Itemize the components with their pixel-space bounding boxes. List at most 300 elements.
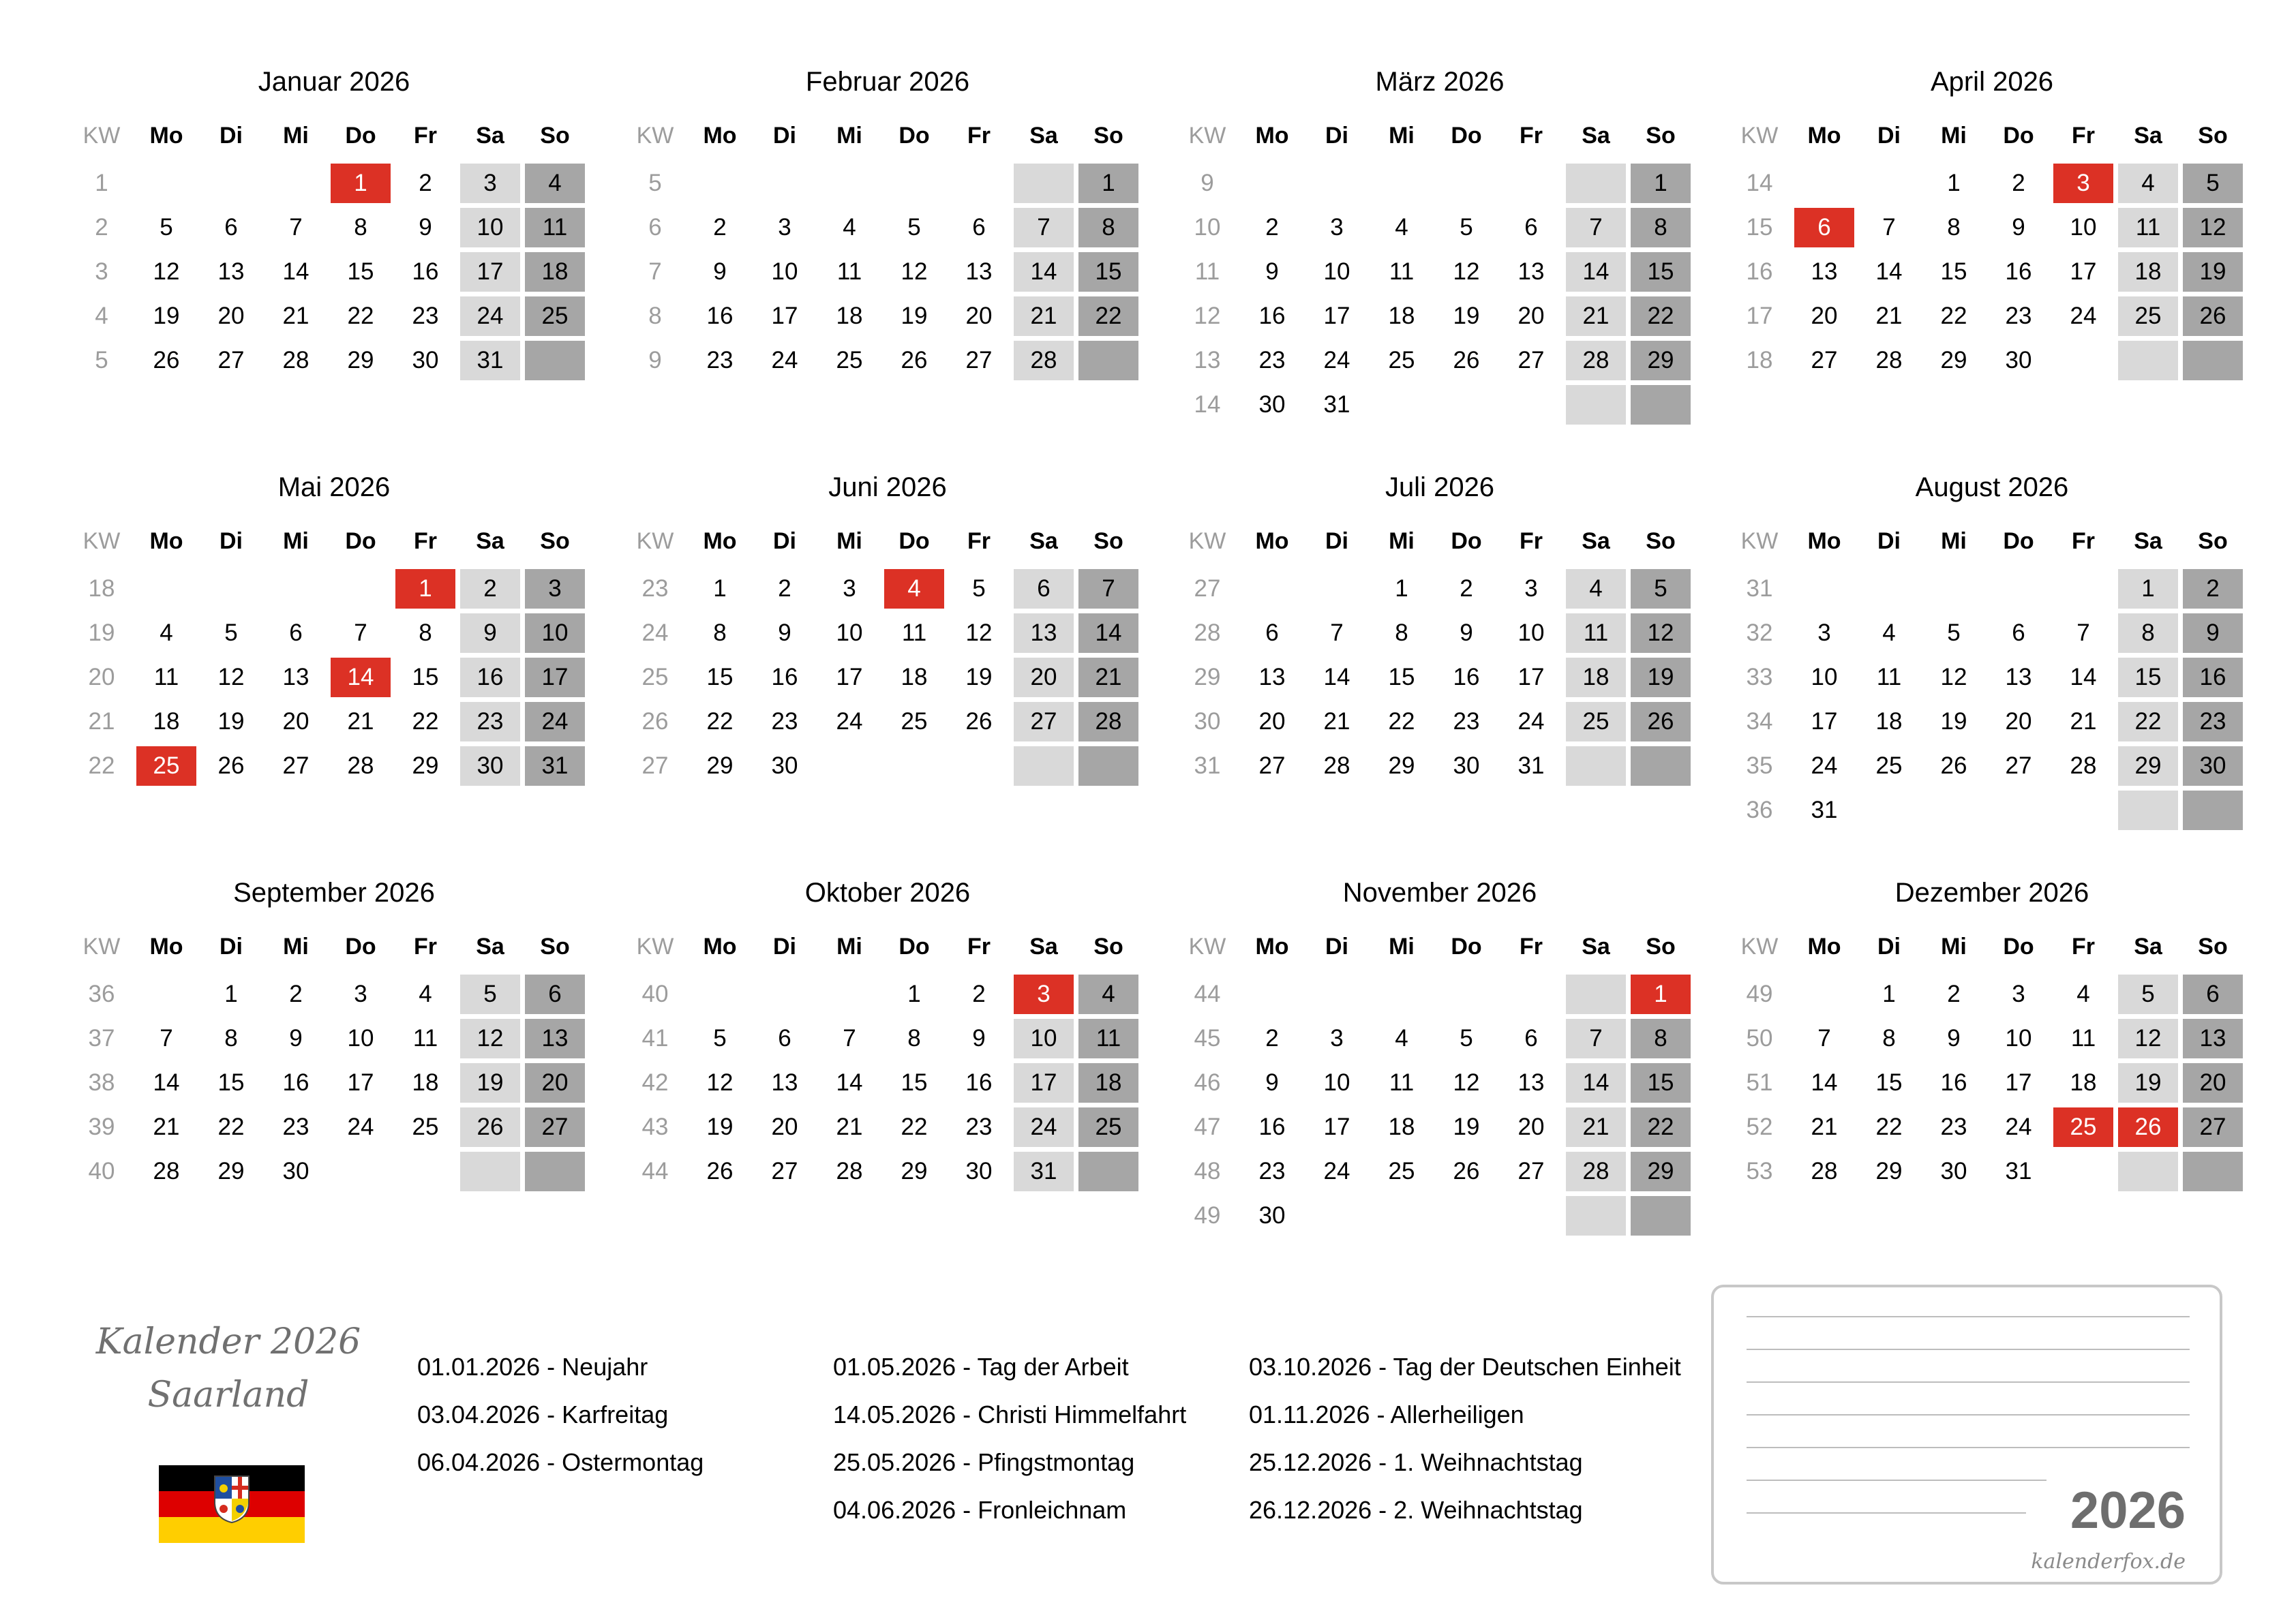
day-cell: 5	[1947, 619, 1961, 646]
day-cell: 29	[1631, 1152, 1691, 1191]
empty-day-cell	[690, 975, 750, 1014]
empty-day-cell	[1566, 164, 1626, 203]
empty-day-cell	[1566, 746, 1626, 786]
day-cell: 13	[771, 1069, 798, 1096]
kw-header: KW	[82, 528, 121, 554]
week-number: 2	[95, 214, 108, 241]
day-cell: 3	[525, 569, 585, 609]
month-title: Juni 2026	[828, 472, 947, 502]
holiday-day-cell: 1	[1631, 975, 1691, 1014]
week-number: 27	[641, 752, 669, 779]
day-cell: 25	[412, 1114, 439, 1140]
day-cell: 23	[2183, 702, 2243, 741]
day-cell: 19	[1940, 708, 1967, 735]
note-line	[1747, 1447, 2190, 1448]
day-cell: 16	[706, 303, 734, 329]
day-cell: 8	[1947, 214, 1961, 241]
weekday-header: So	[2198, 123, 2228, 149]
day-cell: 25	[1078, 1107, 1138, 1147]
weekday-header: Mi	[836, 934, 862, 960]
day-cell: 24	[1323, 1158, 1350, 1184]
day-cell: 11	[1389, 1069, 1415, 1096]
week-number: 20	[88, 664, 115, 690]
weekday-header: Fr	[967, 528, 991, 554]
week-number: 7	[648, 258, 662, 285]
day-cell: 16	[771, 664, 798, 690]
day-cell: 2	[1947, 981, 1961, 1007]
day-cell: 23	[282, 1114, 309, 1140]
day-cell: 28	[1078, 702, 1138, 741]
day-cell: 12	[460, 1019, 520, 1058]
weekday-header: Mo	[703, 528, 737, 554]
empty-day-cell	[2053, 569, 2113, 609]
day-cell: 24	[1014, 1107, 1074, 1147]
empty-day-cell	[1242, 569, 1302, 609]
empty-day-cell	[201, 164, 261, 203]
day-cell: 30	[2005, 347, 2032, 373]
week-number: 31	[1194, 752, 1221, 779]
day-cell: 1	[1882, 981, 1896, 1007]
empty-day-cell	[1372, 164, 1432, 203]
day-cell: 5	[1460, 1025, 1473, 1052]
day-cell: 15	[412, 664, 439, 690]
day-cell: 5	[1631, 569, 1691, 609]
day-cell: 17	[347, 1069, 374, 1096]
notes-box	[1711, 1285, 2222, 1585]
day-cell: 20	[2183, 1063, 2243, 1103]
day-cell: 7	[1817, 1025, 1831, 1052]
holiday-entry: 25.05.2026 - Pfingstmontag	[833, 1448, 1135, 1476]
day-cell: 3	[354, 981, 367, 1007]
day-cell: 27	[1517, 1158, 1545, 1184]
day-cell: 26	[901, 347, 928, 373]
week-number: 5	[648, 170, 662, 196]
empty-day-cell	[1501, 385, 1561, 425]
day-cell: 6	[224, 214, 238, 241]
day-cell: 20	[282, 708, 309, 735]
day-cell: 10	[771, 258, 798, 285]
empty-day-cell	[1566, 975, 1626, 1014]
weekday-header: Sa	[2134, 528, 2162, 554]
day-cell: 4	[525, 164, 585, 203]
empty-day-cell	[949, 164, 1009, 203]
day-cell: 1	[907, 981, 921, 1007]
day-cell: 18	[1566, 658, 1626, 697]
day-cell: 17	[2005, 1069, 2032, 1096]
weekday-header: So	[2198, 528, 2228, 554]
weekday-header: Sa	[2134, 934, 2162, 960]
day-cell: 15	[347, 258, 374, 285]
week-number: 14	[1194, 391, 1221, 418]
empty-day-cell	[1566, 385, 1626, 425]
day-cell: 9	[713, 258, 727, 285]
weekday-header: Di	[1877, 528, 1901, 554]
day-cell: 20	[1517, 1114, 1545, 1140]
day-cell: 13	[2005, 664, 2032, 690]
title-line-1: Kalender 2026	[95, 1321, 361, 1362]
day-cell: 31	[460, 341, 520, 380]
weekday-header: Fr	[2072, 934, 2095, 960]
day-cell: 13	[1014, 613, 1074, 653]
day-cell: 4	[1395, 214, 1408, 241]
day-cell: 26	[1631, 702, 1691, 741]
day-cell: 5	[460, 975, 520, 1014]
day-cell: 21	[347, 708, 374, 735]
weekday-header: Mi	[836, 123, 862, 149]
empty-day-cell	[1078, 746, 1138, 786]
day-cell: 12	[1631, 613, 1691, 653]
day-cell: 28	[1323, 752, 1350, 779]
day-cell: 27	[2005, 752, 2032, 779]
holiday-entry: 04.06.2026 - Fronleichnam	[833, 1496, 1127, 1524]
title-line-2: Saarland	[147, 1375, 309, 1416]
day-cell: 12	[901, 258, 928, 285]
weekday-header: Di	[773, 934, 796, 960]
day-cell: 11	[153, 664, 179, 690]
day-cell: 19	[1453, 1114, 1480, 1140]
day-cell: 7	[1330, 619, 1344, 646]
month-title: November 2026	[1342, 878, 1537, 908]
day-cell: 1	[713, 575, 727, 602]
week-number: 34	[1746, 708, 1773, 735]
weekday-header: Sa	[1029, 528, 1058, 554]
week-number: 5	[95, 347, 108, 373]
day-cell: 28	[153, 1158, 180, 1184]
day-cell: 4	[419, 981, 432, 1007]
day-cell: 24	[525, 702, 585, 741]
day-cell: 21	[1323, 708, 1350, 735]
day-cell: 18	[2118, 252, 2178, 292]
empty-day-cell	[1859, 164, 1919, 203]
day-cell: 31	[1323, 391, 1350, 418]
day-cell: 24	[2070, 303, 2097, 329]
week-number: 40	[641, 981, 669, 1007]
day-cell: 23	[1258, 1158, 1286, 1184]
day-cell: 11	[836, 258, 862, 285]
weekday-header: Mo	[703, 934, 737, 960]
day-cell: 19	[965, 664, 993, 690]
empty-day-cell	[819, 746, 879, 786]
day-cell: 21	[2070, 708, 2097, 735]
weekday-header: Mi	[1389, 123, 1415, 149]
holiday-day-cell: 3	[1014, 975, 1074, 1014]
day-cell: 6	[1524, 1025, 1538, 1052]
day-cell: 30	[1258, 391, 1286, 418]
weekday-header: Fr	[414, 528, 437, 554]
week-number: 1	[95, 170, 108, 196]
day-cell: 7	[1014, 208, 1074, 247]
month-title: Juli 2026	[1385, 472, 1495, 502]
notes-year: 2026	[2070, 1482, 2186, 1540]
month-title: Dezember 2026	[1894, 878, 2089, 908]
day-cell: 2	[778, 575, 791, 602]
week-number: 50	[1746, 1025, 1773, 1052]
empty-day-cell	[1501, 1196, 1561, 1236]
weekday-header: Sa	[1029, 123, 1058, 149]
day-cell: 23	[1940, 1114, 1967, 1140]
day-cell: 13	[1258, 664, 1286, 690]
holiday-entry: 01.11.2026 - Allerheiligen	[1249, 1401, 1524, 1428]
weekday-header: Fr	[967, 123, 991, 149]
weekday-header: Di	[220, 123, 243, 149]
weekday-header: Fr	[414, 123, 437, 149]
day-cell: 19	[706, 1114, 734, 1140]
day-cell: 31	[1517, 752, 1545, 779]
week-number: 12	[1194, 303, 1221, 329]
weekday-header: Sa	[2134, 123, 2162, 149]
week-number: 16	[1746, 258, 1773, 285]
weekday-header: Mo	[1807, 528, 1841, 554]
day-cell: 5	[2118, 975, 2178, 1014]
day-cell: 27	[1517, 347, 1545, 373]
day-cell: 19	[901, 303, 928, 329]
holiday-day-cell: 14	[331, 658, 391, 697]
day-cell: 27	[1014, 702, 1074, 741]
day-cell: 14	[1323, 664, 1350, 690]
weekday-header: So	[1093, 123, 1123, 149]
week-number: 3	[95, 258, 108, 285]
day-cell: 4	[2076, 981, 2090, 1007]
month-title: April 2026	[1930, 67, 2054, 97]
week-number: 9	[1200, 170, 1214, 196]
day-cell: 8	[1631, 1019, 1691, 1058]
day-cell: 30	[282, 1158, 309, 1184]
kw-header: KW	[1740, 934, 1779, 960]
week-number: 36	[1746, 797, 1773, 823]
empty-day-cell	[1989, 569, 2049, 609]
weekday-header: Sa	[476, 934, 504, 960]
day-cell: 1	[1078, 164, 1138, 203]
day-cell: 20	[1014, 658, 1074, 697]
weekday-header: Mo	[149, 934, 183, 960]
day-cell: 16	[965, 1069, 993, 1096]
empty-day-cell	[1436, 385, 1496, 425]
month-block	[72, 467, 596, 848]
week-number: 49	[1194, 1202, 1221, 1229]
day-cell: 9	[1265, 1069, 1279, 1096]
day-cell: 3	[778, 214, 791, 241]
day-cell: 17	[2070, 258, 2097, 285]
day-cell: 21	[1811, 1114, 1838, 1140]
day-cell: 14	[2070, 664, 2097, 690]
day-cell: 9	[1265, 258, 1279, 285]
day-cell: 26	[460, 1107, 520, 1147]
day-cell: 6	[2012, 619, 2025, 646]
day-cell: 5	[713, 1025, 727, 1052]
week-number: 45	[1194, 1025, 1221, 1052]
day-cell: 11	[1566, 613, 1626, 653]
day-cell: 14	[1014, 252, 1074, 292]
day-cell: 10	[347, 1025, 374, 1052]
day-cell: 9	[460, 613, 520, 653]
empty-day-cell	[1372, 975, 1432, 1014]
day-cell: 2	[419, 170, 432, 196]
week-number: 21	[88, 708, 115, 735]
weekday-header: So	[1646, 528, 1676, 554]
weekday-header: Fr	[2072, 528, 2095, 554]
weekday-header: Mi	[1389, 528, 1415, 554]
weekday-header: Fr	[1520, 123, 1543, 149]
weekday-header: So	[1093, 934, 1123, 960]
day-cell: 15	[1078, 252, 1138, 292]
empty-day-cell	[1859, 791, 1919, 830]
day-cell: 4	[1566, 569, 1626, 609]
day-cell: 28	[282, 347, 309, 373]
day-cell: 26	[1453, 1158, 1480, 1184]
day-cell: 18	[836, 303, 863, 329]
day-cell: 9	[972, 1025, 986, 1052]
week-number: 10	[1194, 214, 1221, 241]
day-cell: 4	[160, 619, 173, 646]
empty-day-cell	[2183, 1152, 2243, 1191]
empty-day-cell	[136, 164, 196, 203]
holiday-entry: 01.05.2026 - Tag der Arbeit	[833, 1353, 1129, 1381]
month-block	[625, 872, 1150, 1254]
day-cell: 8	[907, 1025, 921, 1052]
day-cell: 17	[1014, 1063, 1074, 1103]
day-cell: 2	[460, 569, 520, 609]
day-cell: 27	[1258, 752, 1286, 779]
day-cell: 13	[1517, 1069, 1545, 1096]
month-title: Januar 2026	[258, 67, 410, 97]
day-cell: 2	[713, 214, 727, 241]
day-cell: 9	[1947, 1025, 1961, 1052]
day-cell: 29	[2118, 746, 2178, 786]
day-cell: 30	[460, 746, 520, 786]
holiday-day-cell: 6	[1794, 208, 1854, 247]
day-cell: 23	[2005, 303, 2032, 329]
day-cell: 18	[412, 1069, 439, 1096]
day-cell: 28	[1566, 1152, 1626, 1191]
week-number: 4	[95, 303, 108, 329]
weekday-header: Sa	[1582, 934, 1610, 960]
empty-day-cell	[331, 1152, 391, 1191]
empty-day-cell	[949, 746, 1009, 786]
day-cell: 24	[1517, 708, 1545, 735]
day-cell: 6	[1524, 214, 1538, 241]
week-number: 26	[641, 708, 669, 735]
day-cell: 21	[282, 303, 309, 329]
kw-header: KW	[636, 528, 674, 554]
weekday-header: Di	[1325, 528, 1348, 554]
weekday-header: Mi	[836, 528, 862, 554]
empty-day-cell	[136, 569, 196, 609]
day-cell: 28	[836, 1158, 863, 1184]
day-cell: 8	[713, 619, 727, 646]
month-block	[1177, 61, 1702, 443]
day-cell: 2	[1460, 575, 1473, 602]
week-number: 39	[88, 1114, 115, 1140]
day-cell: 3	[460, 164, 520, 203]
day-cell: 10	[1014, 1019, 1074, 1058]
day-cell: 18	[1875, 708, 1903, 735]
day-cell: 2	[2183, 569, 2243, 609]
day-cell: 29	[706, 752, 734, 779]
day-cell: 19	[153, 303, 180, 329]
note-line	[1747, 1414, 2190, 1416]
holiday-entry: 14.05.2026 - Christi Himmelfahrt	[833, 1401, 1187, 1428]
day-cell: 13	[965, 258, 993, 285]
day-cell: 27	[1811, 347, 1838, 373]
day-cell: 28	[1875, 347, 1903, 373]
kw-header: KW	[1188, 934, 1226, 960]
day-cell: 17	[771, 303, 798, 329]
weekday-header: Mi	[1941, 528, 1967, 554]
weekday-header: Do	[2003, 123, 2034, 149]
day-cell: 26	[2183, 296, 2243, 336]
day-cell: 21	[1078, 658, 1138, 697]
day-cell: 13	[1811, 258, 1838, 285]
day-cell: 22	[706, 708, 734, 735]
day-cell: 7	[160, 1025, 173, 1052]
day-cell: 25	[836, 347, 863, 373]
day-cell: 29	[1388, 752, 1415, 779]
day-cell: 13	[2183, 1019, 2243, 1058]
day-cell: 17	[1323, 1114, 1350, 1140]
week-number: 43	[641, 1114, 669, 1140]
empty-day-cell	[1501, 975, 1561, 1014]
day-cell: 26	[965, 708, 993, 735]
day-cell: 22	[412, 708, 439, 735]
weekday-header: Do	[1451, 934, 1482, 960]
day-cell: 13	[282, 664, 309, 690]
germany-saarland-flag	[159, 1465, 305, 1543]
calendar-title	[75, 1315, 382, 1422]
empty-day-cell	[2183, 791, 2243, 830]
week-number: 8	[648, 303, 662, 329]
day-cell: 6	[1265, 619, 1279, 646]
day-cell: 17	[1323, 303, 1350, 329]
day-cell: 17	[1517, 664, 1545, 690]
weekday-header: Mo	[149, 528, 183, 554]
day-cell: 3	[1524, 575, 1538, 602]
weekday-header: Fr	[414, 934, 437, 960]
day-cell: 11	[1078, 1019, 1138, 1058]
empty-day-cell	[1566, 1196, 1626, 1236]
kw-header: KW	[82, 934, 121, 960]
day-cell: 30	[771, 752, 798, 779]
day-cell: 30	[2183, 746, 2243, 786]
day-cell: 20	[1517, 303, 1545, 329]
week-number: 9	[648, 347, 662, 373]
weekday-header: Mi	[283, 123, 309, 149]
day-cell: 11	[2118, 208, 2178, 247]
day-cell: 29	[1940, 347, 1967, 373]
kw-header: KW	[1740, 123, 1779, 149]
empty-day-cell	[1989, 791, 2049, 830]
day-cell: 23	[771, 708, 798, 735]
week-number: 18	[1746, 347, 1773, 373]
day-cell: 18	[525, 252, 585, 292]
weekday-header: Mo	[1807, 123, 1841, 149]
day-cell: 8	[224, 1025, 238, 1052]
day-cell: 30	[412, 347, 439, 373]
weekday-header: Sa	[1029, 934, 1058, 960]
holiday-day-cell: 1	[395, 569, 455, 609]
week-number: 18	[88, 575, 115, 602]
day-cell: 1	[1947, 170, 1961, 196]
week-number: 38	[88, 1069, 115, 1096]
weekday-header: Do	[345, 123, 376, 149]
weekday-header: So	[1093, 528, 1123, 554]
weekday-header: Do	[898, 123, 930, 149]
day-cell: 22	[901, 1114, 928, 1140]
day-cell: 20	[771, 1114, 798, 1140]
week-number: 42	[641, 1069, 669, 1096]
day-cell: 27	[2183, 1107, 2243, 1147]
day-cell: 15	[706, 664, 734, 690]
day-cell: 21	[1875, 303, 1903, 329]
